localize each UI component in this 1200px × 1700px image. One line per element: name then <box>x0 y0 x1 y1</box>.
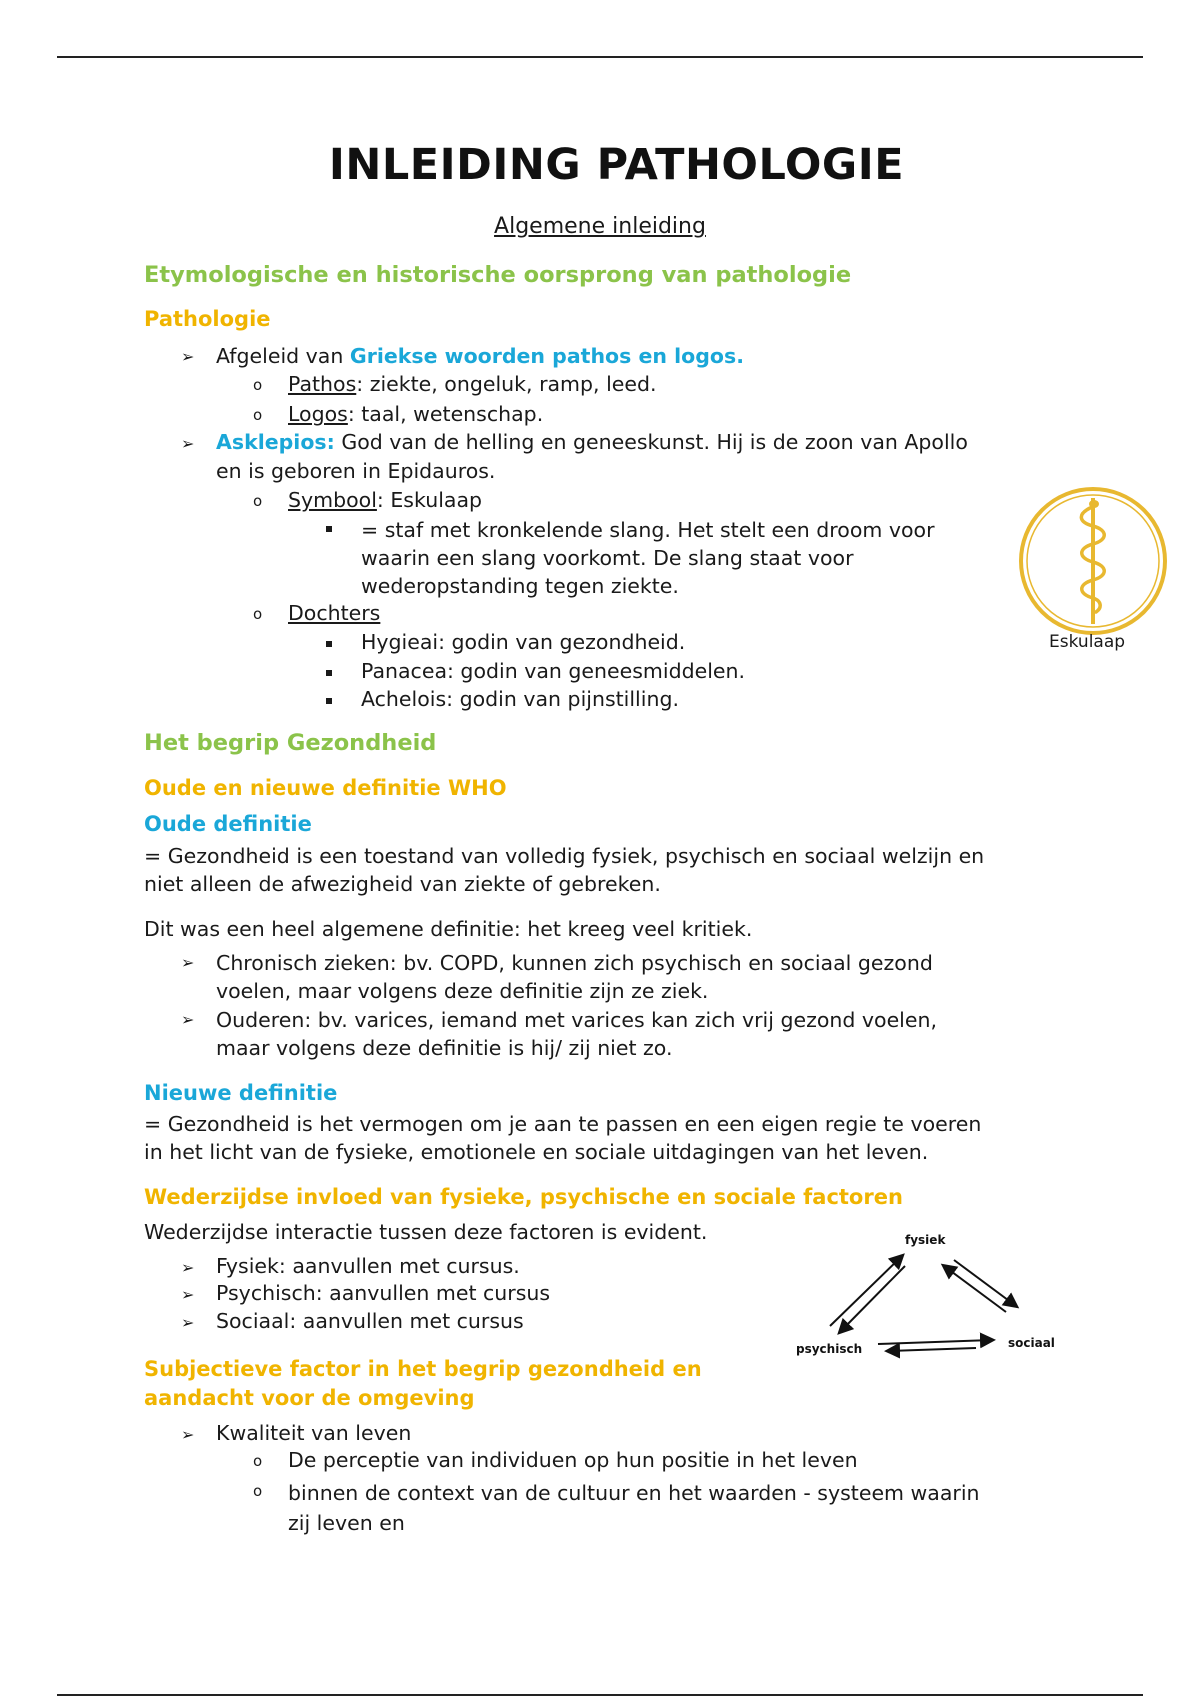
subheading-oude-definitie: Oude definitie <box>144 812 312 836</box>
subheading-who: Oude en nieuwe definitie WHO <box>144 776 507 800</box>
arrow-bullet-icon: ➢ <box>181 953 195 972</box>
new-def-line1: = Gezondheid is het vermogen om je aan te passen en een eigen regie te voeren <box>144 1112 982 1136</box>
arrow-psychisch-to-fysiek <box>830 1256 902 1326</box>
square-bullet-icon <box>326 641 332 647</box>
symbol-description <box>361 516 935 600</box>
circle-bullet-icon: o <box>253 492 263 510</box>
circle-bullet-icon: o <box>253 605 263 623</box>
critique-item <box>216 949 933 1005</box>
daughter-item: Panacea: godin van geneesmiddelen. <box>361 659 746 683</box>
afgeleid-prefix: Afgeleid van <box>216 344 344 368</box>
list-item-pathos <box>288 372 657 396</box>
arrow-bullet-icon: ➢ <box>181 347 195 366</box>
list-item-asklepios <box>216 430 968 454</box>
mutual-text: Wederzijdse interactie tussen deze factoren is evident. <box>144 1220 708 1244</box>
diagram-label-sociaal: sociaal <box>1008 1336 1055 1350</box>
quality-sub-item: De perceptie van individuen op hun positie in het leven <box>288 1448 858 1472</box>
square-bullet-icon <box>326 670 332 676</box>
circle-bullet-icon: o <box>253 1452 263 1470</box>
arrow-bullet-icon: ➢ <box>181 1258 195 1277</box>
arrow-bullet-icon: ➢ <box>181 1285 195 1304</box>
critique-item-line1: Ouderen: bv. varices, iemand met varices kan zich vrij gezond voelen, <box>216 1008 937 1032</box>
list-item-afgeleid <box>216 344 744 368</box>
old-def-line2: niet alleen de afwezigheid van ziekte of gebreken. <box>144 872 661 896</box>
circle-bullet-icon: o <box>253 376 263 394</box>
new-def-line2: in het licht van de fysieke, emotionele en sociale uitdagingen van het leven. <box>144 1140 929 1164</box>
subheading-pathologie: Pathologie <box>144 307 271 331</box>
symbol-desc-line2: waarin een slang voorkomt. De slang staat voor <box>361 546 854 570</box>
subtitle-text: Algemene inleiding <box>494 214 706 239</box>
page-title: INLEIDING PATHOLOGIE <box>328 140 905 190</box>
logos-term: Logos <box>288 402 348 426</box>
pathos-term: Pathos <box>288 372 357 396</box>
list-item-kwaliteit: Kwaliteit van leven <box>216 1421 412 1445</box>
page-subtitle <box>0 214 1200 239</box>
arrow-bullet-icon: ➢ <box>181 434 195 453</box>
list-item-dochters: Dochters <box>288 601 381 625</box>
diagram-label-fysiek: fysiek <box>905 1233 946 1247</box>
arrow-sociaal-to-fysiek <box>944 1266 1006 1312</box>
logos-text: : taal, wetenschap. <box>347 402 544 426</box>
arrow-bullet-icon: ➢ <box>181 1010 195 1029</box>
circle-bullet-icon: o <box>253 1482 263 1500</box>
daughter-item: Hygieai: godin van gezondheid. <box>361 630 686 654</box>
critique-item-line1: Chronisch zieken: bv. COPD, kunnen zich psychisch en sociaal gezond <box>216 951 933 975</box>
arrow-bullet-icon: ➢ <box>181 1313 195 1332</box>
circle-bullet-icon: o <box>253 406 263 424</box>
daughter-item: Achelois: godin van pijnstilling. <box>361 687 679 711</box>
critique-item-line2: voelen, maar volgens deze definitie zijn ze ziek. <box>216 979 709 1003</box>
square-bullet-icon <box>326 698 332 704</box>
subjective-heading-line1: Subjectieve factor in het begrip gezondheid en <box>144 1357 702 1381</box>
top-rule <box>57 56 1143 58</box>
quality-sub-item <box>288 1478 980 1538</box>
arrow-sociaal-to-psychisch <box>888 1348 976 1351</box>
section-heading-gezondheid: Het begrip Gezondheid <box>144 730 437 756</box>
image-caption: Eskulaap <box>1049 632 1126 652</box>
factor-item: Fysiek: aanvullen met cursus. <box>216 1254 520 1278</box>
bottom-rule <box>57 1694 1143 1696</box>
symbool-term: Symbool <box>288 488 377 512</box>
diagram-label-psychisch: psychisch <box>796 1342 863 1356</box>
asklepios-highlight: Asklepios: <box>216 430 335 454</box>
arrow-psychisch-to-sociaal <box>878 1340 992 1344</box>
subheading-subjectieve <box>144 1355 702 1413</box>
eskulaap-emblem-icon <box>1016 484 1170 638</box>
griekse-woorden-highlight: Griekse woorden pathos en logos. <box>349 344 744 368</box>
subheading-wederzijdse: Wederzijdse invloed van fysieke, psychische en sociale factoren <box>144 1185 903 1209</box>
arrow-fysiek-to-psychisch <box>840 1266 905 1332</box>
factor-item: Sociaal: aanvullen met cursus <box>216 1309 524 1333</box>
old-def-line1: = Gezondheid is een toestand van volledig fysiek, psychisch en sociaal welzijn en <box>144 844 985 868</box>
list-item-symbool <box>288 488 482 512</box>
symbol-desc-line3: wederopstanding tegen ziekte. <box>361 574 679 598</box>
pathos-text: : ziekte, ongeluk, ramp, leed. <box>356 372 657 396</box>
square-bullet-icon <box>326 526 332 532</box>
asklepios-line2: en is geboren in Epidauros. <box>216 459 496 483</box>
list-item-logos <box>288 402 543 426</box>
asklepios-line1: God van de helling en geneeskunst. Hij is de zoon van Apollo <box>334 430 968 454</box>
critique-item <box>216 1006 937 1062</box>
symbol-desc-line1: = staf met kronkelende slang. Het stelt een droom voor <box>361 518 935 542</box>
old-definition <box>144 842 984 898</box>
arrow-bullet-icon: ➢ <box>181 1425 195 1444</box>
subjective-heading-line2: aandacht voor de omgeving <box>144 1386 475 1410</box>
quality-sub2-line1: binnen de context van de cultuur en het waarden - systeem waarin <box>288 1481 980 1505</box>
section-heading-etymology: Etymologische en historische oorsprong van pathologie <box>144 262 852 288</box>
subheading-nieuwe-definitie: Nieuwe definitie <box>144 1081 338 1105</box>
new-definition <box>144 1110 981 1166</box>
quality-sub2-line2: zij leven en <box>288 1511 405 1535</box>
arrow-fysiek-to-sociaal <box>954 1260 1016 1306</box>
critique-text: Dit was een heel algemene definitie: het kreeg veel kritiek. <box>144 917 753 941</box>
symbool-text: : Eskulaap <box>376 488 483 512</box>
critique-item-line2: maar volgens deze definitie is hij/ zij niet zo. <box>216 1036 673 1060</box>
factor-item: Psychisch: aanvullen met cursus <box>216 1281 551 1305</box>
